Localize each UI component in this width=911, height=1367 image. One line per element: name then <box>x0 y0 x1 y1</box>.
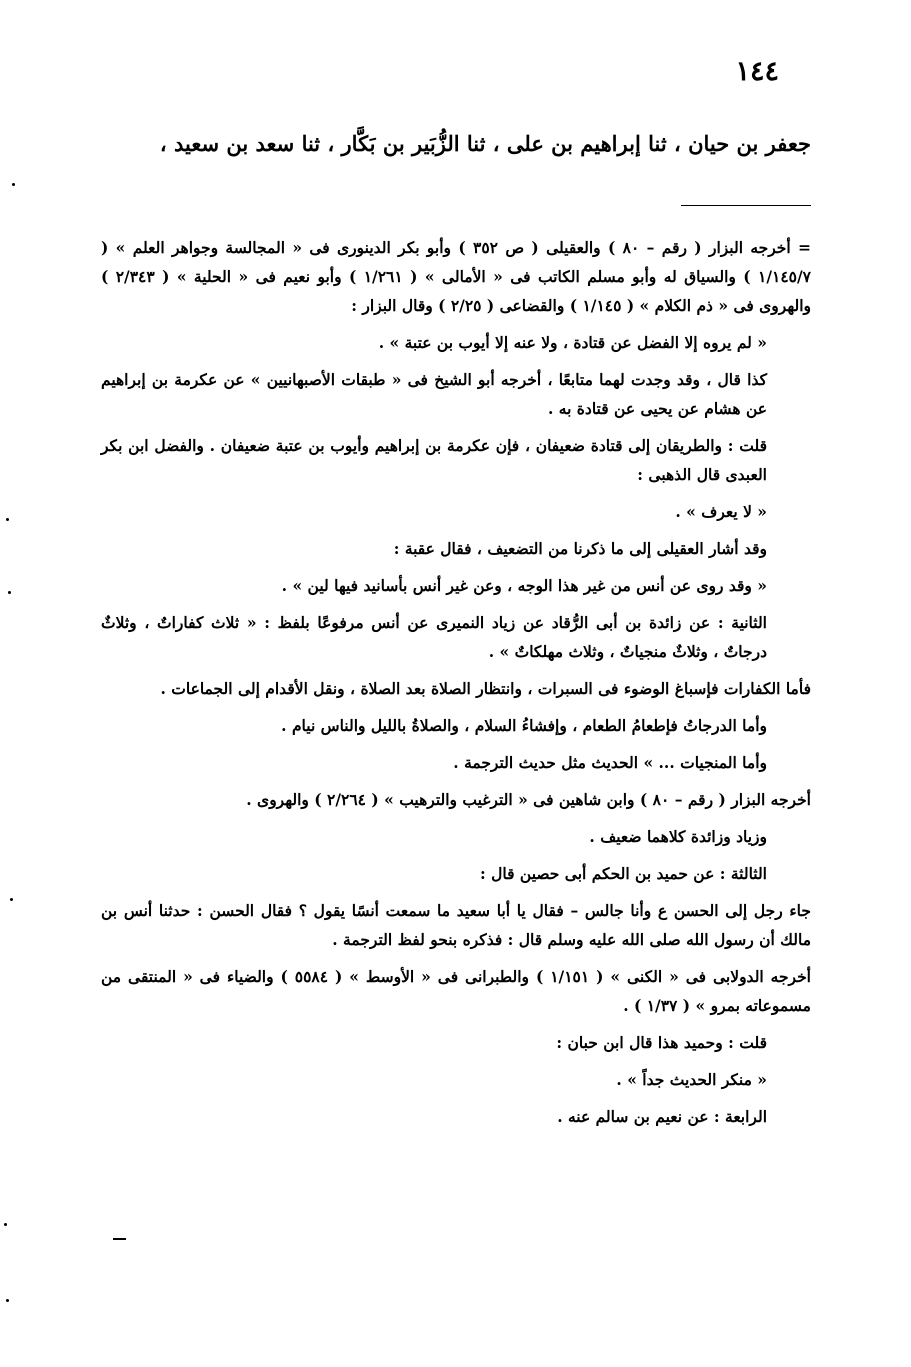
footnote-paragraph: فأما الكفارات فإسباغ الوضوء فى السبرات ، وانتظار الصلاة بعد الصلاة ، ونقل الأقدام إلى الجماعات . <box>160 679 811 698</box>
main-text-line: جعفر بن حيان ، ثنا إبراهيم بن على ، ثنا الزُّبَير بن بَكَّار ، ثنا سعد بن سعيد ، <box>159 131 811 156</box>
footnote-paragraph: أخرجه الدولابى فى « الكنى » ( ١/١٥١ ) والطبرانى فى « الأوسط » ( ٥٥٨٤ ) والضياء فى « المنتقى من مسموعاته بمرو » ( ١/٣٧ ) . <box>101 967 811 1015</box>
footnote-paragraph: أخرجه البزار ( رقم – ٨٠ ) وابن شاهين فى « الترغيب والترهيب » ( ٢/٢٦٤ ) والهروى . <box>246 790 811 809</box>
footnote-paragraph: وأما المنجيات ... » الحديث مثل حديث الترجمة . <box>453 753 767 772</box>
footnote-paragraph: الثانية : عن زائدة بن أبى الرُّقاد عن زياد النميرى عن أنس مرفوعًا بلفظ : « ثلاث كفاراتٌ ، وثلاثٌ درجاتٌ ، وثلاثٌ منجياتٌ ، وثلاث مهلكاتٌ » . <box>101 613 767 661</box>
scan-speck <box>4 1223 7 1226</box>
footnote-paragraph: وأما الدرجاتُ فإطعامُ الطعام ، وإفشاءُ السلام ، والصلاةُ بالليل والناس نيام . <box>281 716 767 735</box>
footnote-quote: « منكر الحديث جداً » . <box>616 1070 767 1089</box>
footnote-paragraph: الثالثة : عن حميد بن الحكم أبى حصين قال : <box>479 864 767 883</box>
footnote-paragraph: وزياد وزائدة كلاهما ضعيف . <box>589 827 767 846</box>
footnote-quote: « لم يروه إلا الفضل عن قتادة ، ولا عنه إلا أيوب بن عتبة » . <box>378 333 767 352</box>
footnote-paragraph: = أخرجه البزار ( رقم – ٨٠ ) والعقيلى ( ص ٣٥٢ ) وأبو بكر الدينورى فى « المجالسة وجواهر العلم » ( ١/١٤٥/٧ ) والسياق له وأبو مسلم الكاتب فى « الأمالى » ( ١/٢٦١ ) وأبو نعيم فى « الحلية » ( ٢/٣٤٣ ) والهروى فى « ذم الكلام » ( ١/١٤٥ ) والقضاعى ( ٢/٢٥ ) وقال البزار : <box>101 238 812 315</box>
footnote-block <box>101 233 811 1139</box>
footnote-paragraph: كذا قال ، وقد وجدت لهما متابعًا ، أخرجه أبو الشيخ فى « طبقات الأصبهانيين » عن عكرمة بن إبراهيم عن هشام عن يحيى عن قتادة به . <box>101 370 767 418</box>
footnote-quote: « وقد روى عن أنس من غير هذا الوجه ، وعن غير أنس بأسانيد فيها لين » . <box>281 576 767 595</box>
footnote-paragraph: جاء رجل إلى الحسن ع وأنا جالس – فقال يا أبا سعيد ما سمعت أنسًا يقول ؟ فقال الحسن : حدثنا أنس بن مالك أن رسول الله صلى الله عليه وسلم قال : فذكره بنحو لفظ الترجمة . <box>101 901 811 949</box>
footnote-separator <box>681 205 811 206</box>
footnote-quote: « لا يعرف » . <box>675 502 767 521</box>
footnote-paragraph: قلت : وحميد هذا قال ابن حبان : <box>556 1033 767 1052</box>
continuation-mark <box>113 1238 126 1240</box>
scan-speck <box>8 591 11 594</box>
footnote-paragraph: وقد أشار العقيلى إلى ما ذكرنا من التضعيف ، فقال عقبة : <box>393 539 767 558</box>
scan-speck <box>10 898 13 901</box>
page-number: ١٤٤ <box>735 56 779 87</box>
footnote-paragraph: الرابعة : عن نعيم بن سالم عنه . <box>557 1107 767 1126</box>
scan-speck <box>12 183 15 186</box>
scan-speck <box>6 518 9 521</box>
scan-speck <box>6 1299 9 1302</box>
footnote-paragraph: قلت : والطريقان إلى قتادة ضعيفان ، فإن عكرمة بن إبراهيم وأيوب بن عتبة ضعيفان . والفضل ابن بكر العبدى قال الذهبى : <box>101 436 767 484</box>
